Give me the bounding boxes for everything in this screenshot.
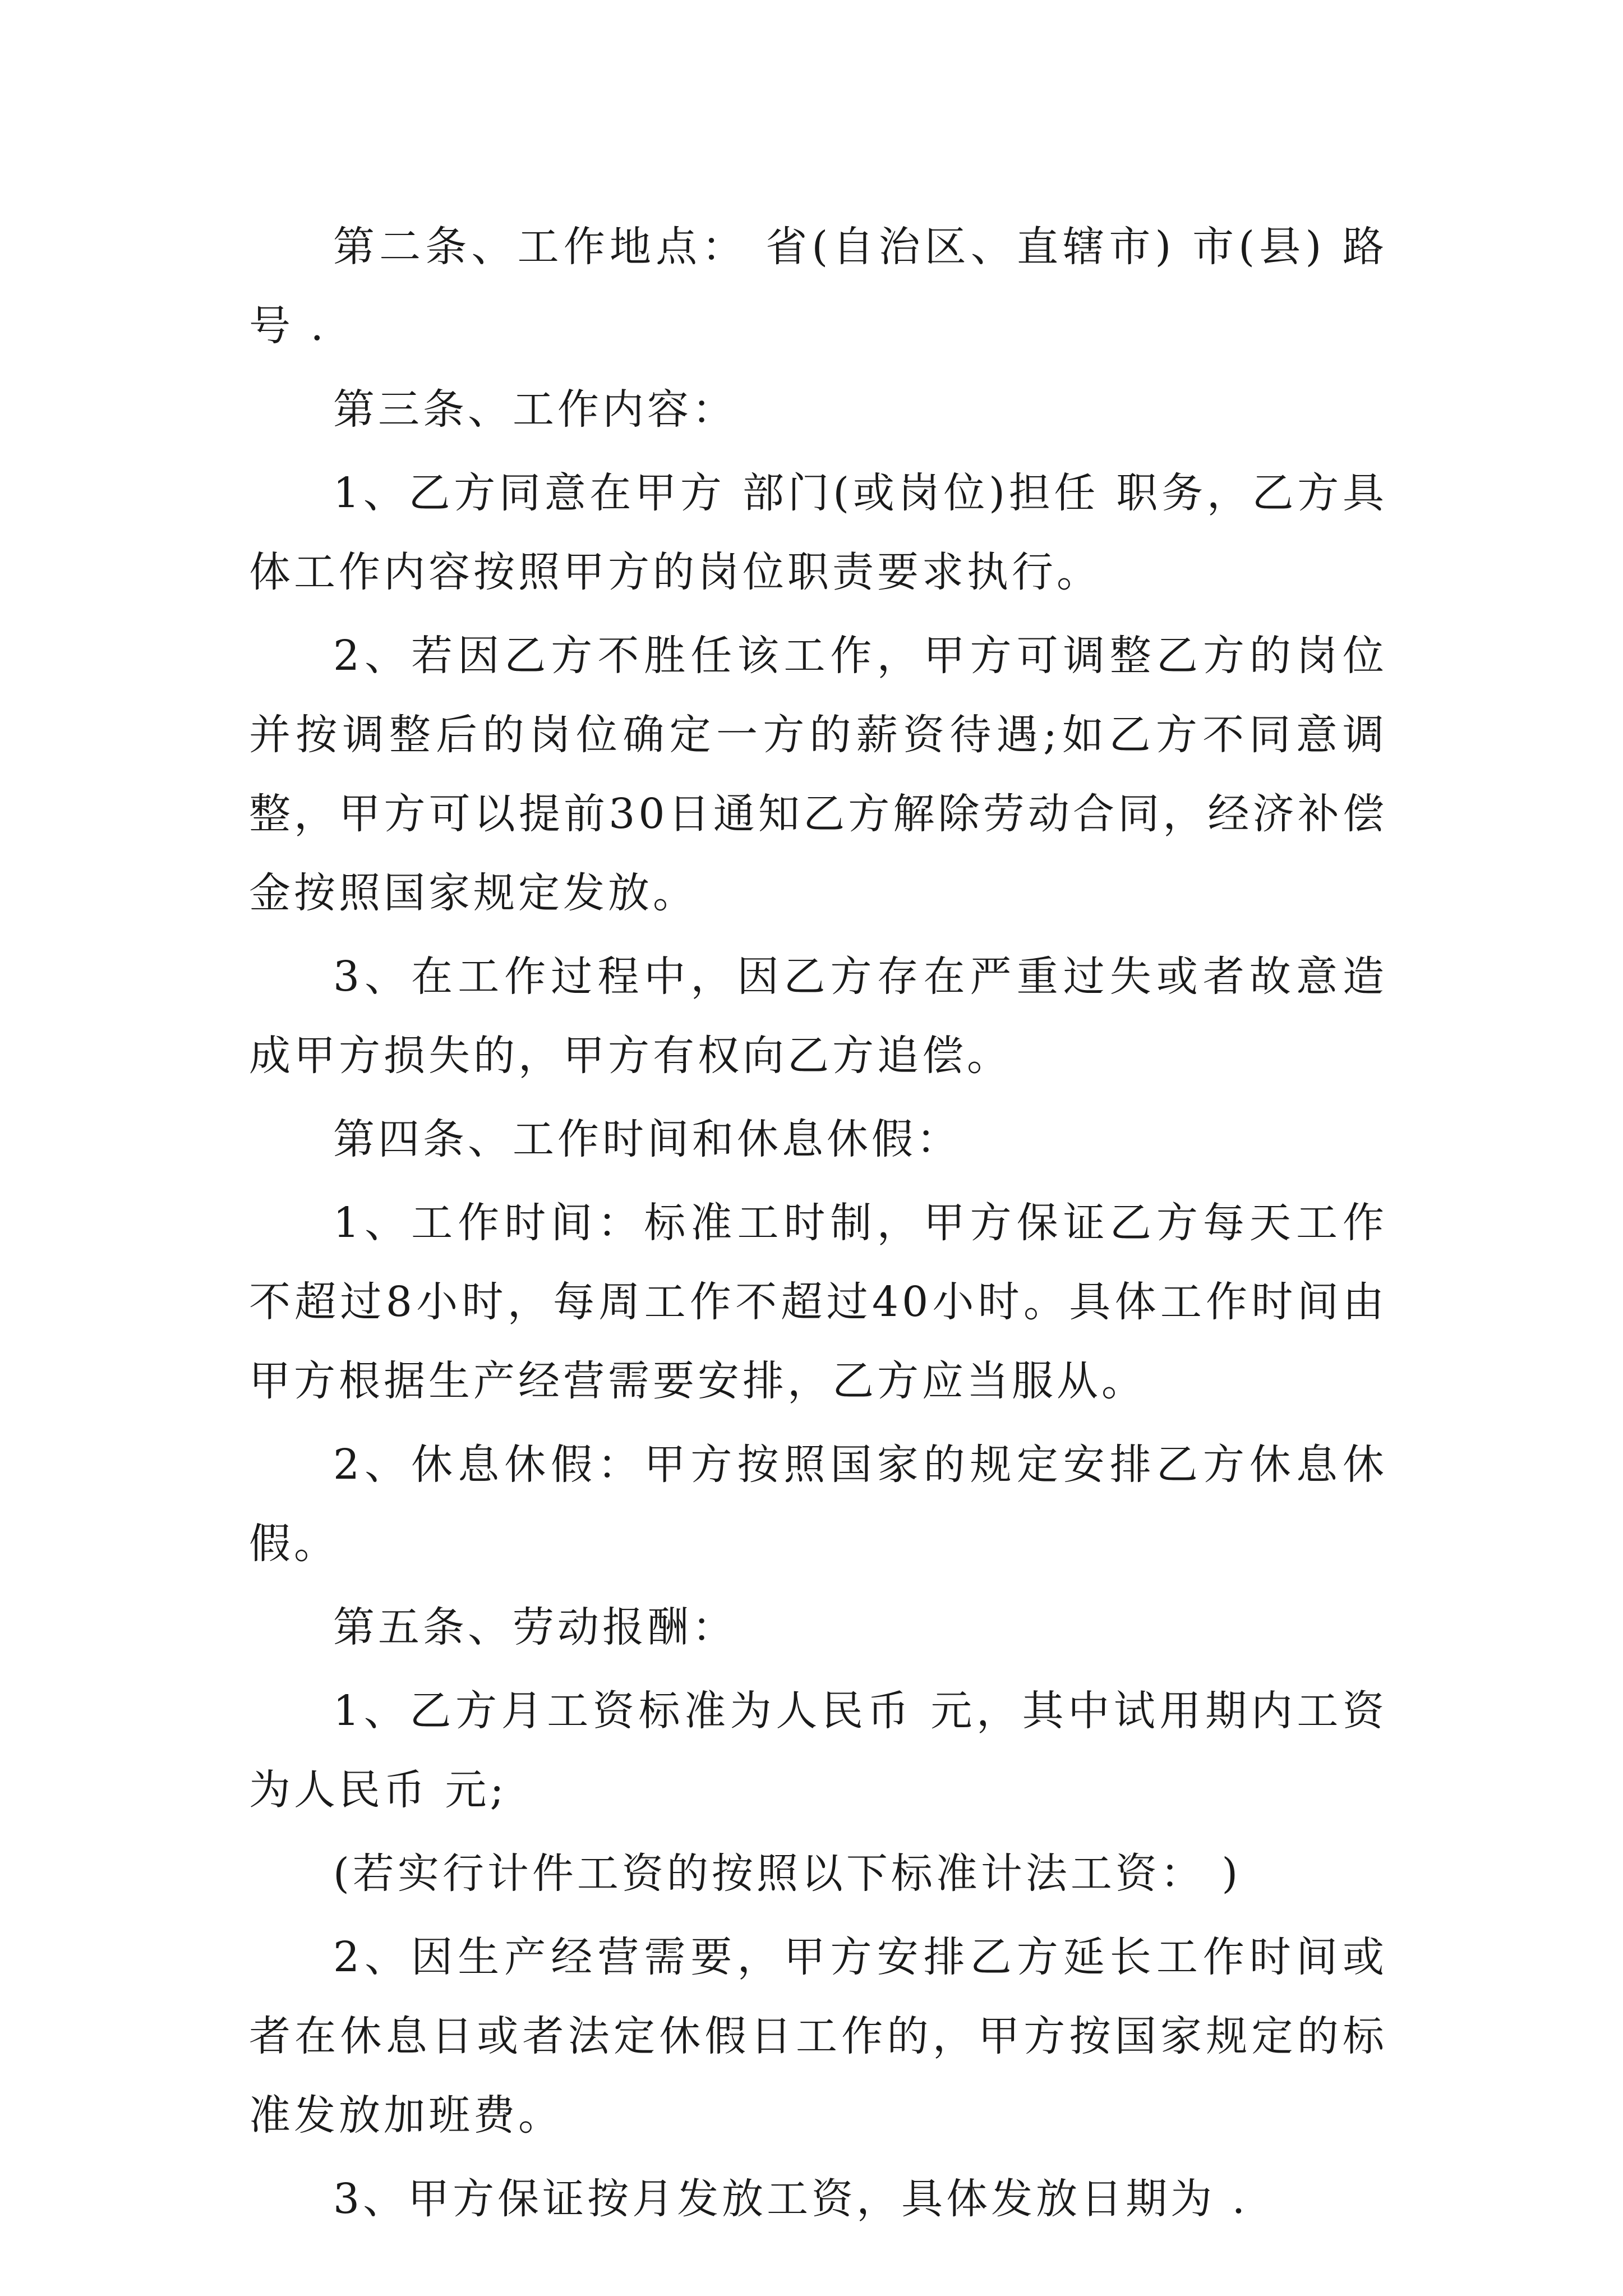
clause-5-item-1: 1、乙方月工资标准为人民币 元，其中试用期内工资为人民币 元; — [249, 1687, 1387, 1814]
clause-3-item-3: 3、在工作过程中，因乙方存在严重过失或者故意造成甲方损失的，甲方有权向乙方追偿。 — [249, 953, 1387, 1080]
clause-3-item-2: 2、若因乙方不胜任该工作，甲方可调整乙方的岗位并按调整后的岗位确定一方的薪资待遇;如乙方不同意调整，甲方可以提前30日通知乙方解除劳动合同，经济补偿金按照国家规定发放。 — [249, 632, 1387, 917]
clause-3-heading: 第三条、工作内容： — [333, 385, 737, 434]
clause-5-item-2: 2、因生产经营需要，甲方安排乙方延长工作时间或者在休息日或者法定休假日工作的，甲方按国家规定的标准发放加班费。 — [249, 1933, 1387, 2139]
clause-5-heading: 第五条、劳动报酬： — [333, 1603, 737, 1651]
clause-4-item-2: 2、休息休假：甲方按照国家的规定安排乙方休息休假。 — [249, 1441, 1387, 1568]
contract-body — [249, 208, 1387, 2239]
clause-2-work-location: 第二条、工作地点： 省(自治区、直辖市) 市(县) 路号 . — [249, 223, 1387, 350]
clause-5-piecework-note: (若实行计件工资的按照以下标准计法工资： ) — [333, 1849, 1242, 1898]
clause-3-item-1: 1、乙方同意在甲方 部门(或岗位)担任 职务，乙方具体工作内容按照甲方的岗位职责要求执行。 — [249, 469, 1387, 596]
clause-5-item-3: 3、甲方保证按月发放工资，具体发放日期为 . — [333, 2175, 1249, 2223]
clause-4-heading: 第四条、工作时间和休息休假： — [333, 1115, 961, 1163]
clause-4-item-1: 1、工作时间：标准工时制，甲方保证乙方每天工作不超过8小时，每周工作不超过40小时。具体工作时间由甲方根据生产经营需要安排，乙方应当服从。 — [249, 1199, 1387, 1405]
